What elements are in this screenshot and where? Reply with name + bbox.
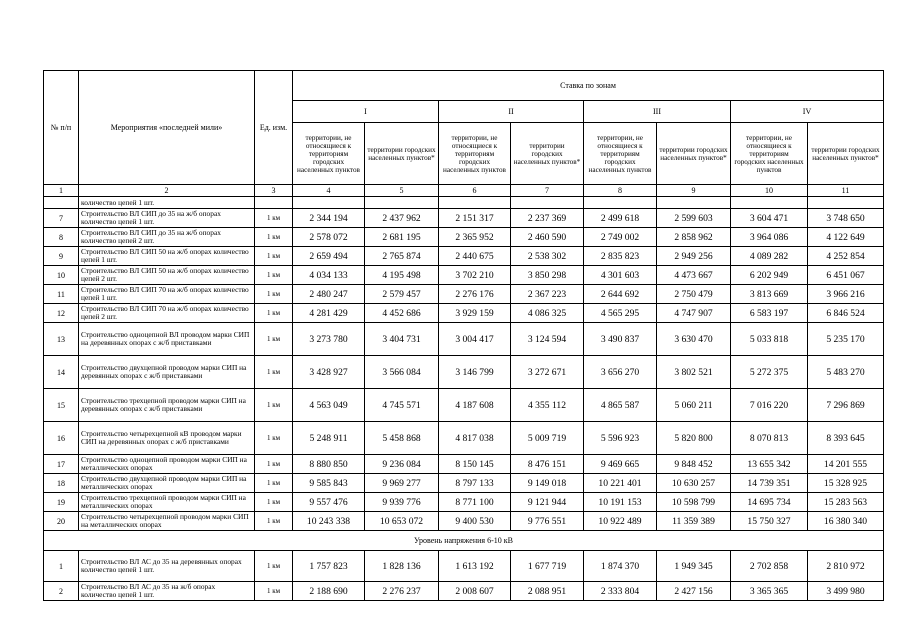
rate-value: 15 750 327 (731, 512, 808, 531)
rate-value: 14 201 555 (808, 455, 884, 474)
rate-value: 5 458 868 (365, 422, 439, 455)
rate-value: 2 427 156 (657, 582, 731, 601)
column-number: 3 (255, 185, 293, 197)
row-number: 17 (44, 455, 79, 474)
rate-value: 10 653 072 (365, 512, 439, 531)
header-zone-3-not-city: территории, не относящиеся к территориям городских населенных пунктов (584, 123, 657, 185)
rate-value: 5 060 211 (657, 389, 731, 422)
rate-value: 9 848 452 (657, 455, 731, 474)
table-row (44, 247, 884, 266)
rate-value: 2 437 962 (365, 209, 439, 228)
rate-value: 2 644 692 (584, 285, 657, 304)
column-number: 4 (293, 185, 365, 197)
rate-value: 2 538 302 (511, 247, 584, 266)
column-number: 9 (657, 185, 731, 197)
column-number: 6 (439, 185, 511, 197)
rate-value: 10 598 799 (657, 493, 731, 512)
rate-value: 4 086 325 (511, 304, 584, 323)
rate-value: 10 243 338 (293, 512, 365, 531)
row-event-name: Строительство ВЛ СИП 70 на ж/б опорах количество цепей 1 шт. (79, 285, 255, 304)
rate-value: 2 276 176 (439, 285, 511, 304)
table-row (44, 389, 884, 422)
rate-value: 14 695 734 (731, 493, 808, 512)
rate-value: 3 656 270 (584, 356, 657, 389)
rate-value: 2 578 072 (293, 228, 365, 247)
rate-value: 7 296 869 (808, 389, 884, 422)
rate-value: 2 750 479 (657, 285, 731, 304)
rate-value: 2 188 690 (293, 582, 365, 601)
rate-value: 3 566 084 (365, 356, 439, 389)
rates-table (43, 70, 884, 601)
rate-value: 4 301 603 (584, 266, 657, 285)
rate-value: 11 359 389 (657, 512, 731, 531)
rate-value: 10 191 153 (584, 493, 657, 512)
section-title: Уровень напряжения 6-10 кВ (44, 531, 884, 551)
header-zone-2-not-city: территории, не относящиеся к территориям городских населенных пунктов (439, 123, 511, 185)
rate-value: 3 499 980 (808, 582, 884, 601)
rate-value: 3 146 799 (439, 356, 511, 389)
rate-value: 5 248 911 (293, 422, 365, 455)
rate-value: 2 810 972 (808, 551, 884, 582)
rate-value: 5 596 923 (584, 422, 657, 455)
continuation-row (44, 197, 884, 209)
row-unit: 1 км (255, 455, 293, 474)
row-unit: 1 км (255, 209, 293, 228)
row-number: 13 (44, 323, 79, 356)
rate-value: 3 272 671 (511, 356, 584, 389)
rate-value: 2 333 804 (584, 582, 657, 601)
row-unit: 1 км (255, 285, 293, 304)
header-zone-1-not-city: территории, не относящиеся к территориям городских населенных пунктов (293, 123, 365, 185)
rate-value: 9 121 944 (511, 493, 584, 512)
row-event-name: Строительство четырехцепной проводом марки СИП на металлических опорах (79, 512, 255, 531)
continuation-text: количество цепей 1 шт. (79, 197, 255, 209)
row-number: 12 (44, 304, 79, 323)
rate-value: 9 236 084 (365, 455, 439, 474)
rate-value: 3 850 298 (511, 266, 584, 285)
header-zone-2: II (439, 101, 584, 123)
rate-value: 2 237 369 (511, 209, 584, 228)
rate-value: 4 089 282 (731, 247, 808, 266)
rate-value: 2 949 256 (657, 247, 731, 266)
table-row (44, 266, 884, 285)
rate-value: 10 922 489 (584, 512, 657, 531)
rate-value: 3 004 417 (439, 323, 511, 356)
table-row (44, 474, 884, 493)
table-row (44, 582, 884, 601)
rate-value: 2 088 951 (511, 582, 584, 601)
header-event: Мероприятия «последней мили» (79, 71, 255, 185)
row-unit: 1 км (255, 323, 293, 356)
row-event-name: Строительство ВЛ СИП 50 на ж/б опорах количество цепей 2 шт. (79, 266, 255, 285)
row-event-name: Строительство ВЛ АС до 35 на деревянных опорах количество цепей 1 шт. (79, 551, 255, 582)
rate-value: 2 008 607 (439, 582, 511, 601)
row-unit: 1 км (255, 228, 293, 247)
section-row (44, 531, 884, 551)
row-number: 10 (44, 266, 79, 285)
table-row (44, 228, 884, 247)
rate-value: 3 813 669 (731, 285, 808, 304)
row-number: 7 (44, 209, 79, 228)
rate-value: 5 820 800 (657, 422, 731, 455)
table-row (44, 551, 884, 582)
rate-value: 3 748 650 (808, 209, 884, 228)
row-event-name: Строительство одноцепной ВЛ проводом марки СИП на деревянных опорах с ж/б приставками (79, 323, 255, 356)
table-row (44, 285, 884, 304)
rate-value: 5 235 170 (808, 323, 884, 356)
rate-value: 4 565 295 (584, 304, 657, 323)
rate-value: 6 846 524 (808, 304, 884, 323)
header-zone-2-city: территории городских населенных пунктов* (511, 123, 584, 185)
rate-value: 3 702 210 (439, 266, 511, 285)
rate-value: 5 033 818 (731, 323, 808, 356)
rate-value: 4 473 667 (657, 266, 731, 285)
rate-value: 3 604 471 (731, 209, 808, 228)
table-row (44, 323, 884, 356)
rate-value: 16 380 340 (808, 512, 884, 531)
rate-value: 4 563 049 (293, 389, 365, 422)
rate-value: 3 802 521 (657, 356, 731, 389)
rate-value: 1 874 370 (584, 551, 657, 582)
row-number: 1 (44, 551, 79, 582)
row-unit: 1 км (255, 474, 293, 493)
rate-value: 3 929 159 (439, 304, 511, 323)
rate-value: 5 272 375 (731, 356, 808, 389)
header-zone-3: III (584, 101, 731, 123)
rate-value: 2 835 823 (584, 247, 657, 266)
rate-value: 2 367 223 (511, 285, 584, 304)
rate-value: 8 797 133 (439, 474, 511, 493)
rate-value: 3 124 594 (511, 323, 584, 356)
header-rates: Ставка по зонам (293, 71, 884, 101)
row-event-name: Строительство ВЛ СИП 50 на ж/б опорах количество цепей 1 шт. (79, 247, 255, 266)
rate-value: 10 630 257 (657, 474, 731, 493)
rate-value: 15 328 925 (808, 474, 884, 493)
rate-value: 2 858 962 (657, 228, 731, 247)
rate-value: 9 400 530 (439, 512, 511, 531)
rate-value: 15 283 563 (808, 493, 884, 512)
rate-value: 9 776 551 (511, 512, 584, 531)
rate-value: 1 613 192 (439, 551, 511, 582)
rate-value: 8 150 145 (439, 455, 511, 474)
rate-value: 2 440 675 (439, 247, 511, 266)
header-zone-1: I (293, 101, 439, 123)
table-row (44, 422, 884, 455)
row-number: 16 (44, 422, 79, 455)
column-number: 8 (584, 185, 657, 197)
rate-value: 9 469 665 (584, 455, 657, 474)
row-number: 14 (44, 356, 79, 389)
rate-value: 9 969 277 (365, 474, 439, 493)
table-row (44, 304, 884, 323)
table-row (44, 512, 884, 531)
row-unit: 1 км (255, 247, 293, 266)
row-event-name: Строительство одноцепной проводом марки СИП на металлических опорах (79, 455, 255, 474)
header-zone-3-city: территории городских населенных пунктов* (657, 123, 731, 185)
row-unit: 1 км (255, 356, 293, 389)
row-number: 11 (44, 285, 79, 304)
row-event-name: Строительство ВЛ СИП до 35 на ж/б опорах количество цепей 1 шт. (79, 209, 255, 228)
row-number: 8 (44, 228, 79, 247)
rate-value: 4 745 571 (365, 389, 439, 422)
rate-value: 4 281 429 (293, 304, 365, 323)
row-number: 18 (44, 474, 79, 493)
rate-value: 2 681 195 (365, 228, 439, 247)
row-unit: 1 км (255, 266, 293, 285)
rate-value: 2 151 317 (439, 209, 511, 228)
rate-value: 4 747 907 (657, 304, 731, 323)
rate-value: 2 599 603 (657, 209, 731, 228)
rate-value: 3 428 927 (293, 356, 365, 389)
table-row (44, 209, 884, 228)
row-number: 2 (44, 582, 79, 601)
column-number: 5 (365, 185, 439, 197)
column-number: 1 (44, 185, 79, 197)
rate-value: 3 273 780 (293, 323, 365, 356)
header-zone-4: IV (731, 101, 884, 123)
table-row (44, 356, 884, 389)
rate-value: 6 451 067 (808, 266, 884, 285)
rate-value: 2 460 590 (511, 228, 584, 247)
row-number: 9 (44, 247, 79, 266)
row-unit: 1 км (255, 551, 293, 582)
rate-value: 4 355 112 (511, 389, 584, 422)
column-numbers-row (44, 185, 884, 197)
row-event-name: Строительство четырехцепной кВ проводом марки СИП на деревянных опорах с ж/б приставками (79, 422, 255, 455)
rate-value: 2 702 858 (731, 551, 808, 582)
rate-value: 4 452 686 (365, 304, 439, 323)
row-unit: 1 км (255, 493, 293, 512)
rate-value: 3 630 470 (657, 323, 731, 356)
rate-value: 13 655 342 (731, 455, 808, 474)
row-number: 19 (44, 493, 79, 512)
row-number: 20 (44, 512, 79, 531)
rate-value: 9 557 476 (293, 493, 365, 512)
header-zone-4-city: территории городских населенных пунктов* (808, 123, 884, 185)
table-row (44, 455, 884, 474)
rate-value: 5 483 270 (808, 356, 884, 389)
table-body (44, 197, 884, 601)
header-unit: Ед. изм. (255, 71, 293, 185)
rate-value: 2 344 194 (293, 209, 365, 228)
column-number: 7 (511, 185, 584, 197)
rate-value: 3 404 731 (365, 323, 439, 356)
rate-value: 3 365 365 (731, 582, 808, 601)
rate-value: 2 499 618 (584, 209, 657, 228)
rate-value: 4 122 649 (808, 228, 884, 247)
row-event-name: Строительство двухцепной проводом марки СИП на металлических опорах (79, 474, 255, 493)
rate-value: 2 765 874 (365, 247, 439, 266)
row-event-name: Строительство трехцепной проводом марки СИП на металлических опорах (79, 493, 255, 512)
rate-value: 2 276 237 (365, 582, 439, 601)
row-event-name: Строительство ВЛ СИП до 35 на ж/б опорах количество цепей 2 шт. (79, 228, 255, 247)
rate-value: 4 865 587 (584, 389, 657, 422)
row-unit: 1 км (255, 582, 293, 601)
rate-value: 2 480 247 (293, 285, 365, 304)
row-event-name: Строительство двухцепной проводом марки СИП на деревянных опорах с ж/б приставками (79, 356, 255, 389)
rate-value: 6 202 949 (731, 266, 808, 285)
row-unit: 1 км (255, 389, 293, 422)
rate-value: 2 365 952 (439, 228, 511, 247)
rate-value: 7 016 220 (731, 389, 808, 422)
column-number: 10 (731, 185, 808, 197)
rate-value: 9 939 776 (365, 493, 439, 512)
column-number: 11 (808, 185, 884, 197)
rate-value: 1 677 719 (511, 551, 584, 582)
row-unit: 1 км (255, 304, 293, 323)
rate-value: 4 252 854 (808, 247, 884, 266)
rate-value: 3 490 837 (584, 323, 657, 356)
rate-value: 3 964 086 (731, 228, 808, 247)
rate-value: 1 757 823 (293, 551, 365, 582)
rate-value: 4 034 133 (293, 266, 365, 285)
column-number: 2 (79, 185, 255, 197)
rate-value: 8 393 645 (808, 422, 884, 455)
rate-value: 3 966 216 (808, 285, 884, 304)
rate-value: 10 221 401 (584, 474, 657, 493)
row-unit: 1 км (255, 422, 293, 455)
table-row (44, 493, 884, 512)
row-unit: 1 км (255, 512, 293, 531)
rate-value: 14 739 351 (731, 474, 808, 493)
rate-value: 9 585 843 (293, 474, 365, 493)
rate-value: 8 476 151 (511, 455, 584, 474)
rate-value: 4 195 498 (365, 266, 439, 285)
row-event-name: Строительство ВЛ АС до 35 на ж/б опорах количество цепей 1 шт. (79, 582, 255, 601)
rate-value: 8 880 850 (293, 455, 365, 474)
rate-value: 2 579 457 (365, 285, 439, 304)
rate-value: 1 828 136 (365, 551, 439, 582)
rate-value: 2 749 002 (584, 228, 657, 247)
rate-value: 8 070 813 (731, 422, 808, 455)
rate-value: 4 187 608 (439, 389, 511, 422)
rate-value: 4 817 038 (439, 422, 511, 455)
header-no: № п/п (44, 71, 79, 185)
rate-value: 1 949 345 (657, 551, 731, 582)
row-number: 15 (44, 389, 79, 422)
rate-value: 2 659 494 (293, 247, 365, 266)
rate-value: 5 009 719 (511, 422, 584, 455)
rate-value: 6 583 197 (731, 304, 808, 323)
header-zone-1-city: территории городских населенных пунктов* (365, 123, 439, 185)
row-event-name: Строительство ВЛ СИП 70 на ж/б опорах количество цепей 2 шт. (79, 304, 255, 323)
row-event-name: Строительство трехцепной проводом марки СИП на деревянных опорах с ж/б приставками (79, 389, 255, 422)
header-zone-4-not-city: территории, не относящиеся к территориям городских населенных пунктов (731, 123, 808, 185)
rate-value: 9 149 018 (511, 474, 584, 493)
rate-value: 8 771 100 (439, 493, 511, 512)
